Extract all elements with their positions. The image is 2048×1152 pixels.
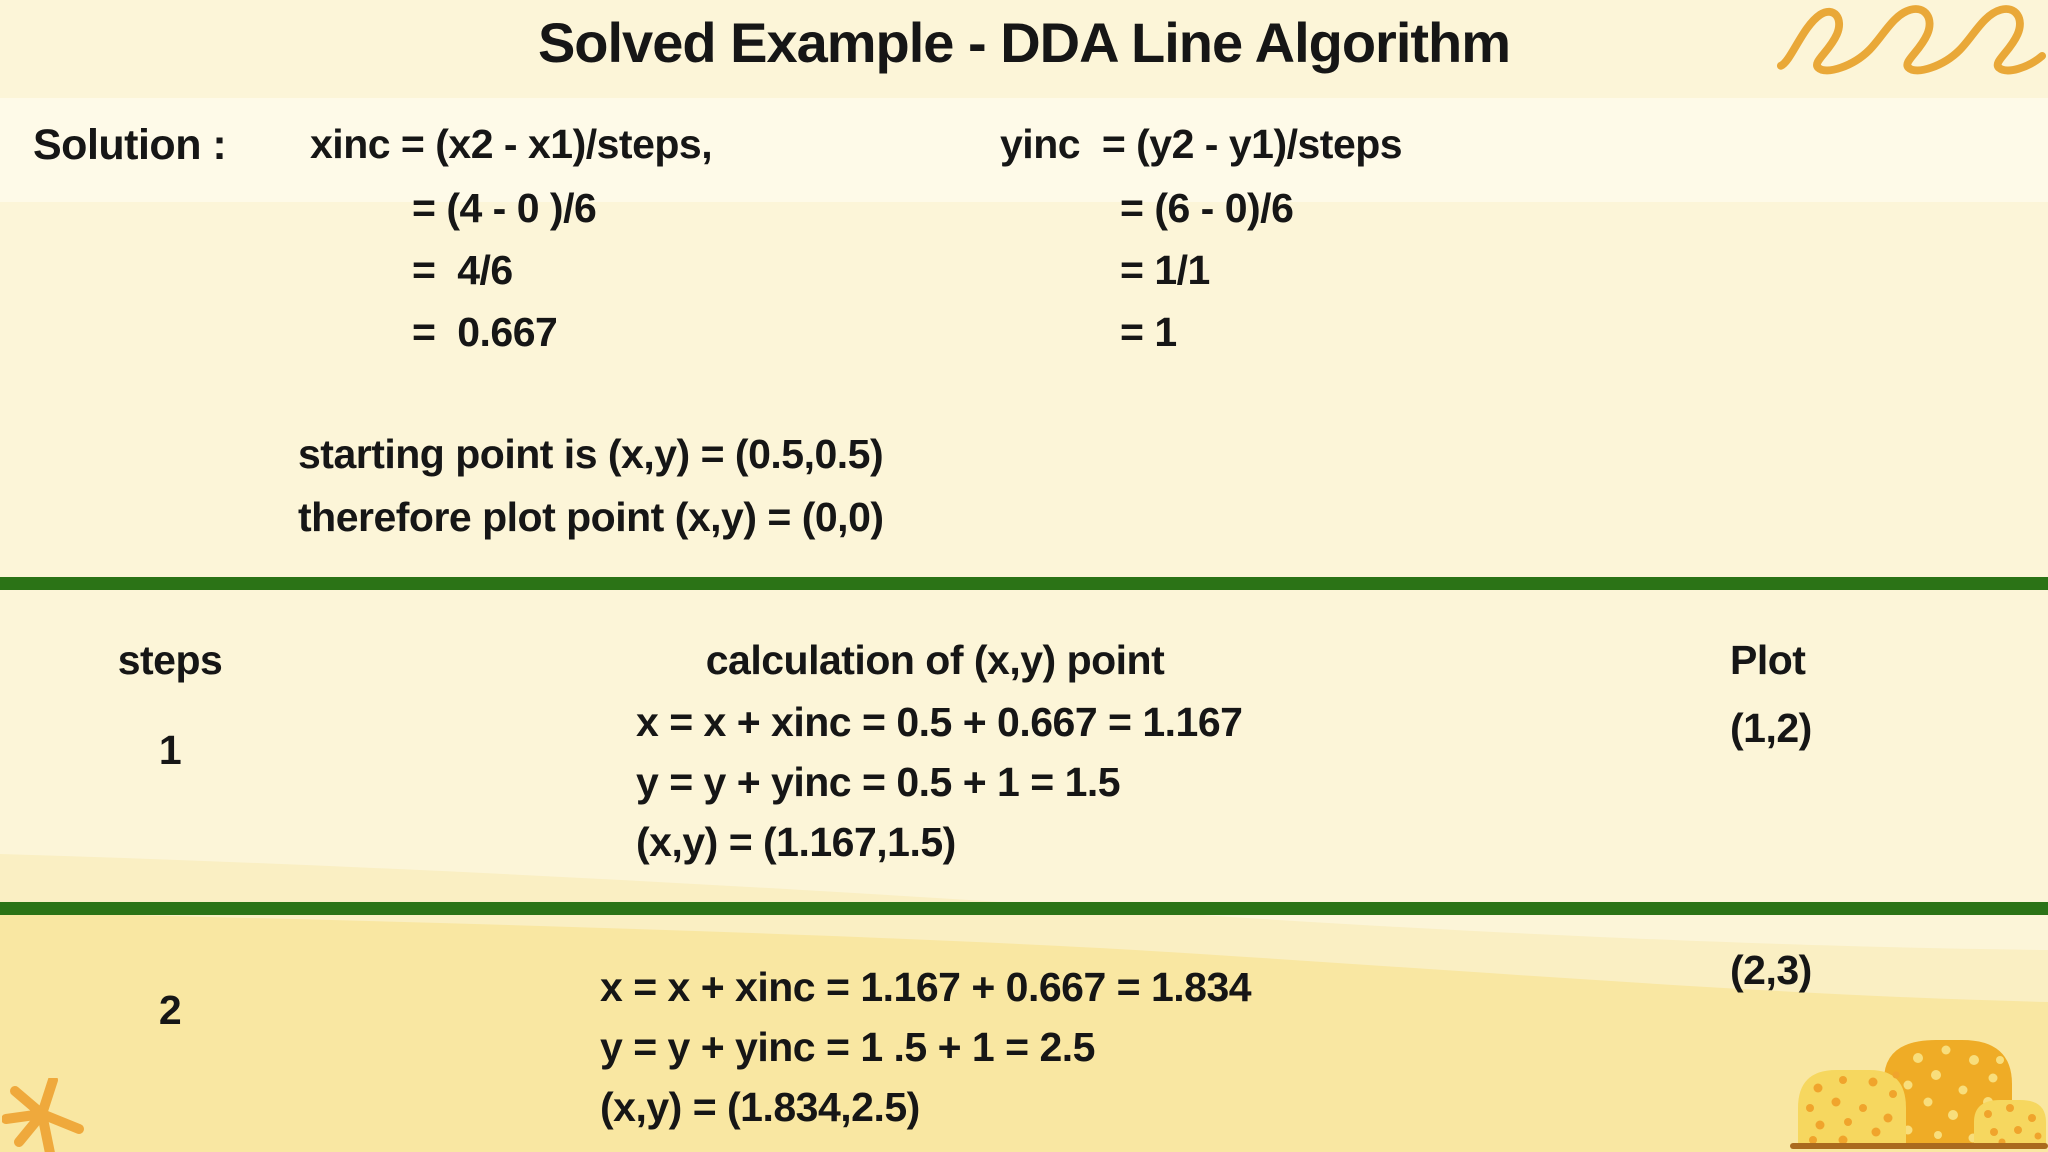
row1-calc-x: x = x + xinc = 0.5 + 0.667 = 1.167	[636, 699, 1243, 745]
starting-point-note: starting point is (x,y) = (0.5,0.5)	[298, 431, 884, 477]
row2-calc-y: y = y + yinc = 1 .5 + 1 = 2.5	[600, 1024, 1095, 1070]
table-top-divider	[0, 577, 2048, 590]
xinc-equation-line-4: = 0.667	[412, 309, 558, 355]
yinc-equation-line-1: yinc = (y2 - y1)/steps	[1000, 121, 1403, 167]
page-title: Solved Example - DDA Line Algorithm	[537, 11, 1511, 74]
plot-point-note: therefore plot point (x,y) = (0,0)	[298, 494, 884, 540]
xinc-equation-line-3: = 4/6	[412, 247, 513, 293]
yinc-equation-line-2: = (6 - 0)/6	[1120, 185, 1294, 231]
column-header-calculation: calculation of (x,y) point	[705, 637, 1165, 683]
row1-step-number: 1	[158, 727, 182, 773]
row2-plot-value: (2,3)	[1730, 947, 1812, 993]
column-header-plot: Plot	[1730, 637, 1806, 683]
row1-calc-y: y = y + yinc = 0.5 + 1 = 1.5	[636, 759, 1121, 805]
row2-calc-xy: (x,y) = (1.834,2.5)	[600, 1084, 920, 1130]
row2-calc-x: x = x + xinc = 1.167 + 0.667 = 1.834	[600, 964, 1252, 1010]
yinc-equation-line-3: = 1/1	[1120, 247, 1210, 293]
row2-step-number: 2	[158, 987, 182, 1033]
solution-label: Solution :	[33, 121, 227, 169]
row1-calc-xy: (x,y) = (1.167,1.5)	[636, 819, 956, 865]
xinc-equation-line-1: xinc = (x2 - x1)/steps,	[310, 121, 713, 167]
column-header-steps: steps	[117, 637, 223, 683]
xinc-equation-line-2: = (4 - 0 )/6	[412, 185, 597, 231]
table-row-divider	[0, 902, 2048, 915]
squiggle-doodle-icon	[1775, 2, 2048, 102]
haystacks-icon	[1788, 1030, 2048, 1152]
asterisk-doodle-icon	[2, 1078, 114, 1152]
row1-plot-value: (1,2)	[1730, 705, 1812, 751]
yinc-equation-line-4: = 1	[1120, 309, 1177, 355]
